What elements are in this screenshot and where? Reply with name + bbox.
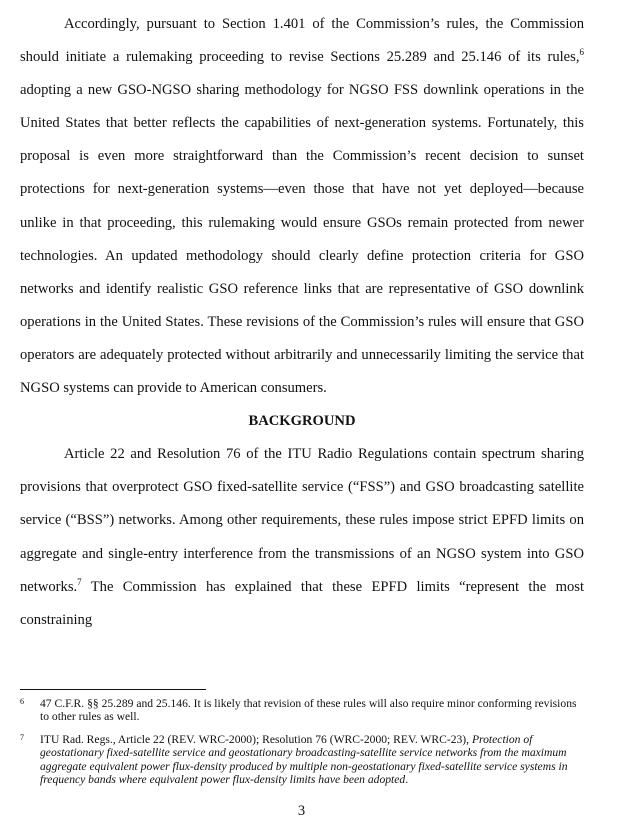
- footnote-ref-6: 6: [579, 47, 584, 58]
- paragraph-2-text-a: Article 22 and Resolution 76 of the ITU Radio Regulations contain spectrum sharing provisions that overprotect GSO fixed-satellite service (“FSS”) and GSO broadcasting satellite service (“BSS”) networks. Among other requirements, these rules impose strict EPFD limits on aggregate and single-entry interference from the transmissions of an NGSO system into GSO networks.: [20, 446, 584, 595]
- page-number: 3: [297, 803, 306, 819]
- paragraph-1: [20, 8, 584, 405]
- footnote-ref-7: 7: [77, 576, 82, 587]
- footnote-divider: [20, 689, 206, 690]
- section-heading: BACKGROUND: [248, 413, 356, 430]
- paragraph-2: [20, 438, 584, 637]
- footnote-number: 7: [20, 732, 24, 742]
- body-text: [20, 8, 584, 637]
- footnotes: [20, 697, 584, 795]
- footnote-7: [20, 733, 584, 787]
- footnote-text: 47 C.F.R. §§ 25.289 and 25.146. It is likely that revision of these rules will also require minor conforming revisions to other rules as well.: [40, 697, 577, 724]
- footnote-text-a: ITU Rad. Regs., Article 22 (REV. WRC-2000); Resolution 76 (WRC-2000; REV. WRC-23),: [40, 732, 472, 746]
- footnote-number: 6: [20, 697, 24, 706]
- footnote-text-italic: Protection of geostationary fixed-satellite service and geostationary broadcasting-satellite service networks from the maximum aggregate equivalent power flux-density produced by multiple non-geostationary fixed-satellite service systems in frequency bands where equivalent power flux-density limits have been adopted: [40, 732, 568, 787]
- paragraph-2-text-b: The Commission has explained that these EPFD limits “represent the most constraining: [20, 578, 584, 628]
- footnote-text-b: .: [405, 773, 409, 787]
- paragraph-1-text-b: adopting a new GSO-NGSO sharing methodology for NGSO FSS downlink operations in the United States that better reflects the capabilities of next-generation systems. Fortunately, this proposal is even more straightforward than the Commission’s recent decision to sunset protections for next-generation systems—even those that have not yet deployed—because unlike in that proceeding, this rulemaking would ensure GSOs remain protected from newer technologies. An updated methodology should clearly define protection criteria for GSO networks and identify realistic GSO reference links that are representative of GSO downlink operations in the United States. These revisions of the Commission’s rules will ensure that GSO operators are adequately protected without arbitrarily and unnecessarily limiting the service that NGSO systems can provide to American consumers.: [20, 82, 584, 397]
- paragraph-1-text-a: Accordingly, pursuant to Section 1.401 of the Commission’s rules, the Commission should initiate a rulemaking proceeding to revise Sections 25.289 and 25.146 of its rules,: [20, 16, 584, 66]
- footnote-6: [20, 697, 584, 724]
